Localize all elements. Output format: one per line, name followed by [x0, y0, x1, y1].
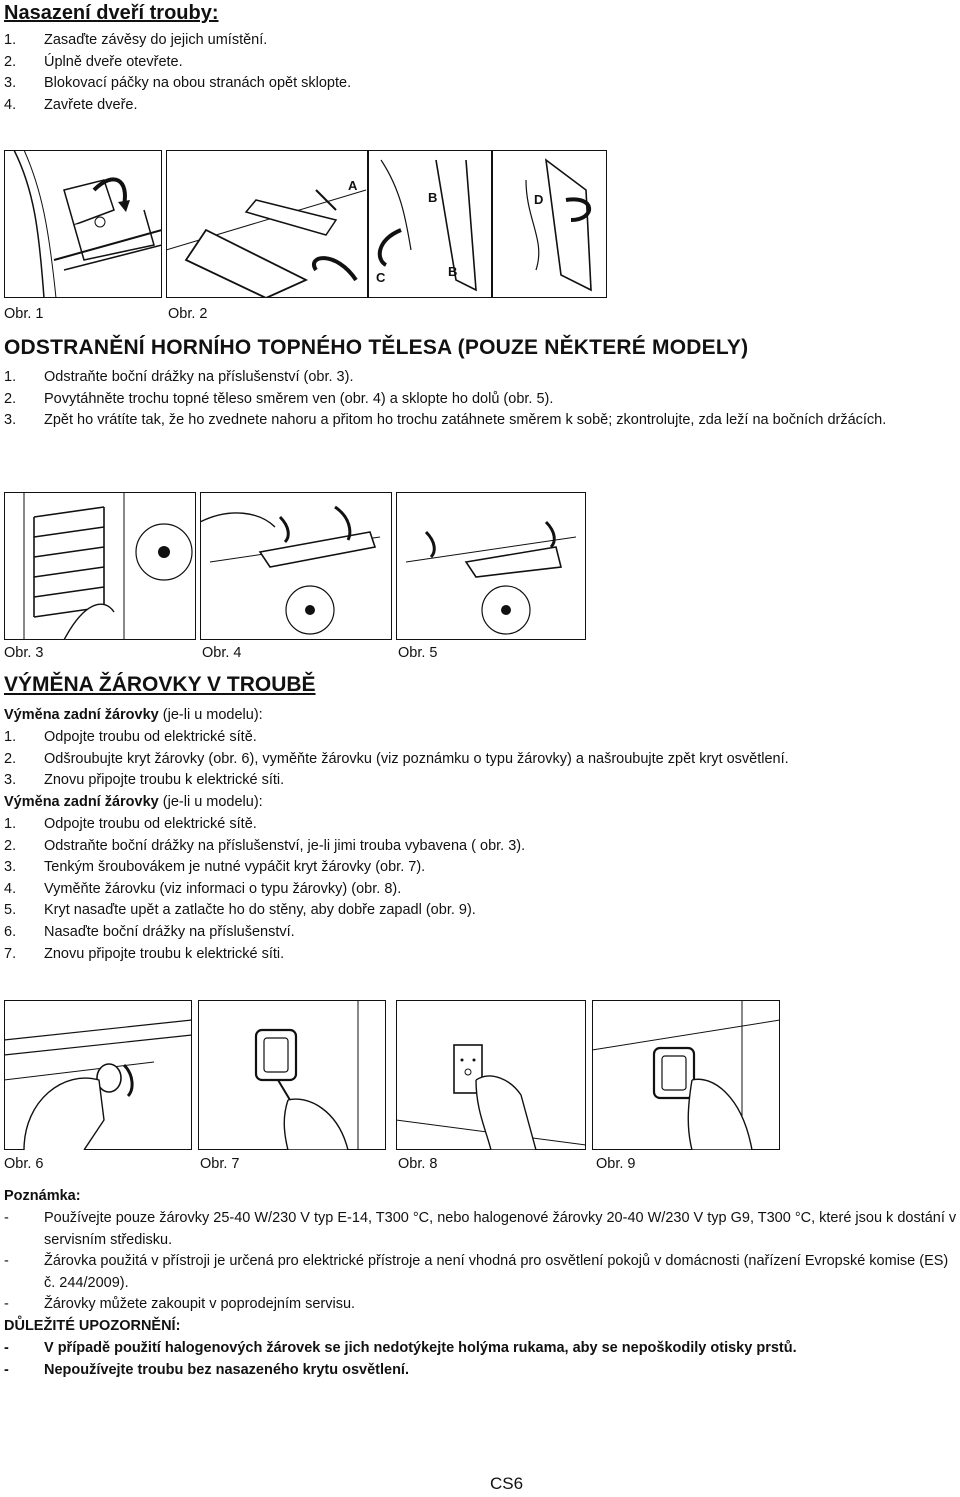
note-list	[4, 1208, 960, 1316]
figure-caption: Obr. 1	[4, 306, 44, 322]
section-title-lamp: VÝMĚNA ŽÁROVKY V TROUBĚ	[4, 673, 316, 696]
page-number: CS6	[490, 1474, 524, 1493]
list-item: 1. Odstraňte boční drážky na příslušenství (obr. 3).	[4, 369, 354, 385]
figure-caption: Obr. 9	[596, 1156, 636, 1172]
figure-caption: Obr. 3	[4, 645, 44, 661]
door-steps-list	[4, 30, 944, 116]
list-item: 1. Zasaďte závěsy do jejich umístění.	[4, 32, 268, 48]
figure-3-rails	[4, 492, 196, 640]
figure-label-d: D	[534, 192, 544, 207]
figure-caption: Obr. 6	[4, 1156, 44, 1172]
figure-caption: Obr. 2	[168, 306, 208, 322]
figure-label-a: A	[348, 178, 358, 193]
figure-4-element	[200, 492, 392, 640]
list-item: 2. Úplně dveře otevřete.	[4, 53, 183, 70]
list-item: 6. Nasaďte boční drážky na příslušenství.	[4, 923, 295, 940]
figure-caption: Obr. 7	[200, 1156, 240, 1172]
list-item: - Používejte pouze žárovky 25-40 W/230 V typ E-14, T300 °C, nebo halogenové žárovky 20-40 W/230 V typ G9, T300 °C, které jsou k dostání v servisním středisku.	[4, 1210, 957, 1248]
list-item: 3. Zpět ho vrátíte tak, že ho zvednete nahoru a přitom ho trochu zatáhnete směrem k sobě; zkontrolujte, zda leží na bočních držácích.	[4, 412, 887, 429]
list-item: - V případě použití halogenových žárovek se jich nedotýkejte holýma rukama, aby se nepoškodily otisky prstů.	[4, 1340, 797, 1356]
list-item: - Žárovky můžete zakoupit v poprodejním servisu.	[4, 1296, 356, 1313]
list-item: 1. Odpojte troubu od elektrické sítě.	[4, 816, 257, 832]
lamp-steps-list-1	[4, 727, 954, 792]
list-item: 4. Vyměňte žárovku (viz informaci o typu žárovky) (obr. 8).	[4, 880, 402, 897]
figure-1-hinge	[4, 150, 162, 298]
warning-title: DŮLEŽITÉ UPOZORNĚNÍ:	[4, 1318, 181, 1334]
figure-7-screwdriver	[198, 1000, 386, 1150]
list-item: 3. Znovu připojte troubu k elektrické síti.	[4, 772, 285, 789]
list-item: - Nepoužívejte troubu bez nasazeného krytu osvětlení.	[4, 1361, 409, 1378]
figure-caption: Obr. 5	[398, 645, 438, 661]
list-item: 7. Znovu připojte troubu k elektrické síti.	[4, 945, 285, 962]
heating-steps-list	[4, 367, 954, 432]
figure-6-lamp-cover	[4, 1000, 192, 1150]
figure-8-bulb	[396, 1000, 586, 1150]
section-title-door: Nasazení dveří trouby:	[4, 2, 219, 24]
list-item: 2. Odšroubujte kryt žárovky (obr. 6), vyměňte žárovku (viz poznámku o typu žárovky) a našroubujte zpět kryt osvětlení.	[4, 750, 789, 767]
note-title: Poznámka:	[4, 1188, 81, 1204]
list-item: - Žárovka použitá v přístroji je určená pro elektrické přístroje a není vhodná pro osvětlení pokojů v domácnosti (nařízení Evropské komise (ES) č. 244/2009).	[4, 1253, 949, 1291]
section-title-heating: ODSTRANĚNÍ HORNÍHO TOPNÉHO TĚLESA (POUZE NĚKTERÉ MODELY)	[4, 336, 749, 359]
figure-caption: Obr. 8	[398, 1156, 438, 1172]
figure-label-c: C	[376, 270, 386, 285]
figure-label-b2: B	[448, 264, 458, 279]
figure-caption: Obr. 4	[202, 645, 242, 661]
figure-2-door	[166, 150, 608, 298]
figure-5-element-down	[396, 492, 586, 640]
subheading-rear-lamp-2: Výměna zadní žárovky (je-li u modelu):	[4, 794, 263, 810]
list-item: 3. Blokovací páčky na obou stranách opět sklopte.	[4, 75, 352, 92]
subheading-rear-lamp: Výměna zadní žárovky (je-li u modelu):	[4, 707, 263, 723]
figure-label-b: B	[428, 190, 438, 205]
list-item: 1. Odpojte troubu od elektrické sítě.	[4, 729, 257, 745]
list-item: 2. Povytáhněte trochu topné těleso směrem ven (obr. 4) a sklopte ho dolů (obr. 5).	[4, 390, 554, 407]
figure-9-cover-push	[592, 1000, 780, 1150]
list-item: 2. Odstraňte boční drážky na příslušenství, je-li jimi trouba vybavena ( obr. 3).	[4, 837, 526, 854]
warning-list	[4, 1338, 960, 1381]
list-item: 5. Kryt nasaďte upět a zatlačte ho do stěny, aby dobře zapadl (obr. 9).	[4, 902, 476, 919]
list-item: 4. Zavřete dveře.	[4, 96, 138, 113]
list-item: 3. Tenkým šroubovákem je nutné vypáčit kryt žárovky (obr. 7).	[4, 859, 426, 876]
lamp-steps-list-2	[4, 814, 954, 965]
